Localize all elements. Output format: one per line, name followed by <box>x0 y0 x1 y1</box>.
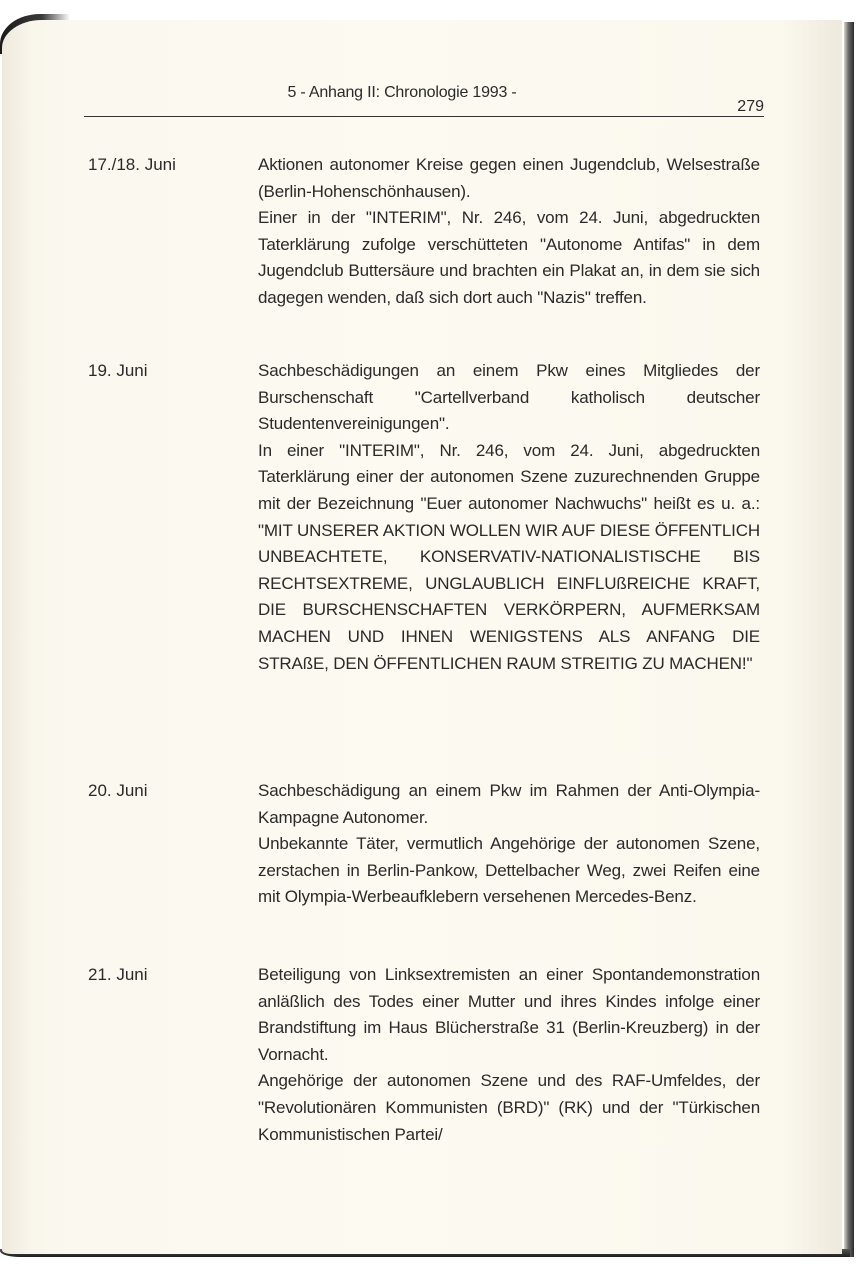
entry-date: 20. Juni <box>88 781 148 800</box>
entry-paragraph: Angehörige der autonomen Szene und des RAF-Umfeldes, der "Revolutionären Kommunisten (BRD)" (RK) und der "Türkischen Kommunistischen Partei/ <box>258 1071 760 1144</box>
entry-paragraph: Sachbeschädigung an einem Pkw im Rahmen der Anti-Olympia-Kampagne Autonomer. <box>258 781 760 827</box>
entry-date: 21. Juni <box>88 965 148 984</box>
entry-paragraph: Unbekannte Täter, vermutlich Angehörige der autonomen Szene, zerstachen in Berlin-Pankow, Dettelbacher Weg, zwei Reifen eine mit Olympia-Werbeaufklebern versehenen Mercedes-Benz. <box>258 834 760 907</box>
entry-paragraph: In einer "INTERIM", Nr. 246, vom 24. Juni, abgedruckten Taterklärung einer der autonomen Szene zuzurechnenden Gruppe mit der Bezeichnung "Euer autonomer Nachwuchs" heißt es u. a.: "MIT UNSERER AKTION WOLLEN WIR AUF DIESE ÖFFENTLICH UNBEACHTETE, KONSERVATIV-NATIONALISTISCHE BIS RECHTSEXTREME, UNGLAUBLICH EINFLUßREICHE KRAFT, DIE BURSCHENSCHAFTEN VERKÖRPERN, AUFMERKSAM MACHEN UND IHNEN WENIGSTENS ALS ANFANG DIE STRAßE, DEN ÖFFENTLICHEN RAUM STREITIG ZU MACHEN!" <box>258 440 760 673</box>
entry-paragraph: Sachbeschädigungen an einem Pkw eines Mitgliedes der Burschenschaft "Cartellverband katholisch deutscher Studentenvereinigungen". <box>258 361 760 434</box>
entry-body <box>258 152 760 312</box>
header-rule <box>84 116 764 117</box>
book-binding-edge <box>844 22 854 1257</box>
entry-body <box>258 962 760 1148</box>
entry-date: 17./18. Juni <box>88 155 176 174</box>
entry-paragraph: Einer in der "INTERIM", Nr. 246, vom 24. Juni, abgedruckten Taterklärung zufolge verschütteten "Autonome Antifas" in dem Jugendclub Buttersäure und brachten ein Plakat an, in dem sie sich dagegen wenden, daß sich dort auch "Nazis" treffen. <box>258 208 760 307</box>
page-number: 279 <box>737 98 764 115</box>
entry-body <box>258 778 760 911</box>
page-sheet <box>2 20 842 1254</box>
running-head: 5 - Anhang II: Chronologie 1993 - <box>287 84 517 101</box>
entry-paragraph: Aktionen autonomer Kreise gegen einen Jugendclub, Welsestraße (Berlin-Hohenschönhausen). <box>258 155 760 201</box>
entry-date: 19. Juni <box>88 361 148 380</box>
entry-paragraph: Beteiligung von Linksextremisten an einer Spontandemonstration anläßlich des Todes einer Mutter und ihres Kindes infolge einer Brandstiftung im Haus Blücherstraße 31 (Berlin-Kreuzberg) in der Vornacht. <box>258 965 760 1064</box>
entry-body <box>258 358 760 677</box>
